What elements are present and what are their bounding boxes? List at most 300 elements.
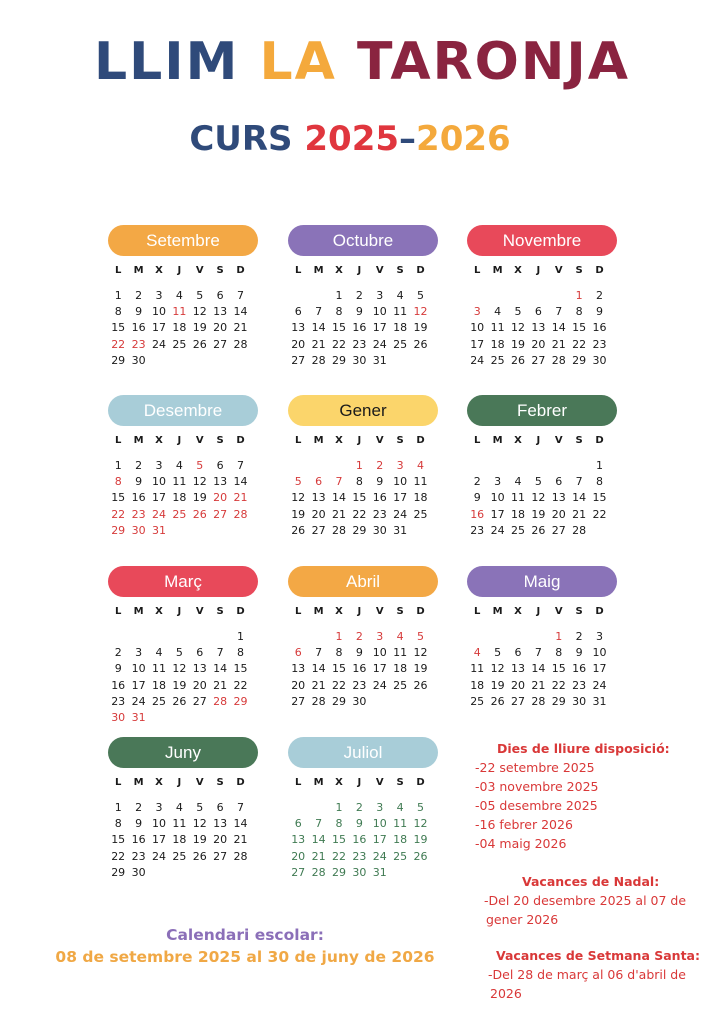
day-number: 6	[216, 459, 224, 472]
day-number: 21	[551, 337, 566, 351]
day-number: 1	[114, 801, 122, 814]
day-number: 11	[393, 817, 408, 831]
day-number: 12	[291, 491, 306, 505]
day-number: 26	[192, 849, 207, 863]
day-number: 12	[192, 817, 207, 831]
free-day-item: -22 setembre 2025	[475, 760, 595, 775]
weekday-label: J	[357, 265, 362, 276]
day-number: 21	[531, 678, 546, 692]
day-grid	[288, 458, 438, 539]
day-number: 22	[331, 678, 346, 692]
day-number: 18	[470, 678, 485, 692]
day-number: 23	[131, 337, 146, 351]
day-number: 29	[551, 694, 566, 708]
weekday-header	[288, 263, 438, 279]
day-number: 1	[237, 630, 245, 643]
empty-day-cell	[288, 458, 308, 474]
month-calendar	[288, 225, 438, 369]
day-number: 25	[510, 523, 525, 537]
day-number: 22	[111, 849, 126, 863]
weekday-label: M	[133, 265, 144, 276]
weekday-label: M	[313, 606, 324, 617]
day-number: 26	[413, 337, 428, 351]
day-number: 31	[372, 353, 387, 367]
weekday-header	[108, 433, 258, 449]
day-number: 22	[331, 337, 346, 351]
day-number: 31	[372, 865, 387, 879]
day-number: 3	[376, 801, 384, 814]
day-number: 15	[551, 662, 566, 676]
day-number: 22	[233, 678, 248, 692]
day-grid	[108, 629, 258, 726]
day-number: 5	[196, 289, 204, 302]
day-number: 29	[111, 523, 126, 537]
day-number: 18	[393, 662, 408, 676]
day-number: 1	[335, 801, 343, 814]
day-number: 1	[596, 459, 604, 472]
weekday-label: X	[514, 435, 522, 446]
day-number: 13	[213, 817, 228, 831]
free-day-item: -16 febrer 2026	[475, 817, 573, 832]
month-label: Octubre	[288, 225, 438, 256]
weekday-label: J	[357, 435, 362, 446]
day-number: 4	[473, 646, 481, 660]
day-number: 28	[213, 694, 228, 708]
empty-day-cell	[329, 458, 349, 474]
day-number: 14	[311, 833, 326, 847]
weekday-label: D	[416, 265, 425, 276]
day-number: 27	[213, 849, 228, 863]
month-label: Maig	[467, 566, 617, 597]
weekday-label: S	[396, 265, 404, 276]
day-grid	[108, 800, 258, 881]
day-number: 18	[172, 321, 187, 335]
day-number: 29	[572, 353, 587, 367]
day-number: 27	[311, 523, 326, 537]
day-number: 25	[490, 353, 505, 367]
day-number: 25	[393, 337, 408, 351]
day-number: 25	[172, 337, 187, 351]
month-calendar	[288, 395, 438, 539]
day-number: 19	[510, 337, 525, 351]
easter-detail	[488, 965, 686, 1003]
day-number: 17	[151, 321, 166, 335]
day-number: 22	[551, 678, 566, 692]
christmas-title-block	[522, 872, 659, 891]
day-number: 27	[291, 865, 306, 879]
day-number: 9	[355, 305, 363, 319]
weekday-label: S	[396, 606, 404, 617]
day-number: 6	[534, 305, 542, 319]
day-number: 25	[172, 507, 187, 521]
day-number: 15	[331, 321, 346, 335]
day-number: 6	[294, 817, 302, 831]
empty-day-cell	[288, 800, 308, 816]
day-grid	[288, 629, 438, 710]
day-number: 12	[531, 491, 546, 505]
day-number: 1	[114, 289, 122, 302]
weekday-label: L	[295, 606, 302, 617]
day-number: 13	[531, 321, 546, 335]
day-number: 8	[555, 646, 563, 660]
day-number: 14	[551, 321, 566, 335]
day-number: 22	[352, 507, 367, 521]
day-number: 7	[237, 289, 245, 302]
day-number: 7	[315, 646, 323, 660]
day-number: 24	[372, 337, 387, 351]
weekday-header	[288, 775, 438, 791]
day-number: 27	[291, 353, 306, 367]
weekday-label: D	[236, 777, 245, 788]
day-number: 12	[413, 817, 428, 831]
day-number: 13	[311, 491, 326, 505]
day-number: 24	[151, 849, 166, 863]
day-number: 18	[172, 491, 187, 505]
day-number: 13	[510, 662, 525, 676]
weekday-label: S	[216, 777, 224, 788]
day-number: 14	[213, 662, 228, 676]
christmas-line: gener 2026	[486, 912, 559, 927]
weekday-label: J	[357, 606, 362, 617]
day-number: 23	[592, 337, 607, 351]
weekday-label: L	[474, 265, 481, 276]
day-number: 8	[237, 646, 245, 660]
easter-title: Vacances de Setmana Santa:	[496, 948, 700, 963]
day-number: 22	[572, 337, 587, 351]
day-number: 20	[531, 337, 546, 351]
day-number: 11	[510, 491, 525, 505]
day-number: 8	[114, 305, 122, 319]
day-number: 26	[192, 507, 207, 521]
empty-day-cell	[128, 629, 148, 645]
day-number: 21	[233, 833, 248, 847]
day-number: 17	[131, 678, 146, 692]
day-number: 19	[291, 507, 306, 521]
weekday-label: M	[133, 435, 144, 446]
day-number: 22	[111, 507, 126, 521]
day-number: 8	[335, 646, 343, 660]
day-number: 29	[331, 865, 346, 879]
day-number: 13	[213, 475, 228, 489]
day-number: 30	[131, 523, 146, 537]
weekday-label: V	[554, 435, 563, 446]
day-number: 1	[335, 630, 343, 643]
day-number: 21	[331, 507, 346, 521]
day-number: 26	[531, 523, 546, 537]
weekday-label: S	[396, 777, 404, 788]
day-number: 18	[151, 678, 166, 692]
day-number: 16	[352, 833, 367, 847]
day-number: 25	[172, 849, 187, 863]
day-number: 8	[114, 817, 122, 831]
day-number: 9	[135, 475, 143, 489]
empty-day-cell	[528, 288, 548, 304]
day-number: 17	[372, 662, 387, 676]
day-number: 23	[131, 849, 146, 863]
weekday-label: L	[115, 435, 122, 446]
weekday-label: J	[536, 435, 541, 446]
day-number: 15	[331, 833, 346, 847]
day-number: 14	[233, 475, 248, 489]
weekday-label: V	[195, 435, 204, 446]
month-label: Desembre	[108, 395, 258, 426]
weekday-header	[467, 433, 617, 449]
day-number: 10	[393, 475, 408, 489]
weekday-label: X	[335, 265, 343, 276]
day-number: 28	[233, 849, 248, 863]
weekday-label: V	[375, 777, 384, 788]
month-label: Juny	[108, 737, 258, 768]
day-number: 17	[372, 833, 387, 847]
weekday-label: X	[335, 606, 343, 617]
day-number: 13	[291, 321, 306, 335]
easter-line: 2026	[490, 986, 522, 1001]
day-number: 12	[413, 305, 428, 319]
empty-day-cell	[549, 288, 569, 304]
day-number: 30	[352, 694, 367, 708]
day-number: 30	[111, 710, 126, 724]
empty-day-cell	[569, 458, 589, 474]
subtitle-part: –	[399, 119, 417, 159]
day-number: 6	[216, 289, 224, 302]
day-number: 16	[131, 321, 146, 335]
empty-day-cell	[308, 800, 328, 816]
weekday-label: J	[177, 265, 182, 276]
day-number: 17	[470, 337, 485, 351]
free-day-item: -05 desembre 2025	[475, 798, 598, 813]
day-number: 5	[196, 459, 204, 472]
day-number: 6	[196, 646, 204, 660]
weekday-label: M	[133, 777, 144, 788]
day-number: 6	[216, 801, 224, 814]
day-number: 11	[172, 817, 187, 831]
day-number: 13	[551, 491, 566, 505]
day-number: 20	[510, 678, 525, 692]
day-number: 7	[237, 801, 245, 814]
empty-day-cell	[487, 288, 507, 304]
day-number: 12	[192, 305, 207, 319]
day-grid	[288, 800, 438, 881]
day-number: 6	[514, 646, 522, 660]
empty-day-cell	[308, 288, 328, 304]
day-number: 10	[151, 475, 166, 489]
day-number: 14	[311, 321, 326, 335]
weekday-label: M	[492, 265, 503, 276]
title-part: TARONJA	[356, 32, 630, 92]
day-number: 24	[131, 694, 146, 708]
day-number: 11	[151, 662, 166, 676]
month-label: Setembre	[108, 225, 258, 256]
day-number: 28	[531, 694, 546, 708]
day-number: 21	[572, 507, 587, 521]
day-number: 6	[555, 475, 563, 489]
day-number: 23	[352, 337, 367, 351]
day-number: 17	[393, 491, 408, 505]
weekday-label: J	[177, 606, 182, 617]
weekday-label: X	[155, 606, 163, 617]
weekday-header	[288, 433, 438, 449]
empty-day-cell	[210, 629, 230, 645]
day-number: 25	[413, 507, 428, 521]
day-number: 26	[413, 678, 428, 692]
day-number: 21	[233, 491, 248, 505]
day-number: 2	[114, 646, 122, 660]
day-number: 9	[114, 662, 122, 676]
weekday-label: D	[416, 435, 425, 446]
day-number: 12	[192, 475, 207, 489]
day-number: 20	[311, 507, 326, 521]
day-number: 5	[417, 801, 425, 814]
day-number: 2	[135, 801, 143, 814]
day-number: 17	[592, 662, 607, 676]
weekday-label: V	[375, 265, 384, 276]
day-number: 3	[155, 459, 163, 472]
weekday-header	[467, 263, 617, 279]
weekday-label: M	[133, 606, 144, 617]
page-title	[0, 30, 724, 94]
free-day-item: -03 novembre 2025	[475, 779, 599, 794]
empty-day-cell	[467, 288, 487, 304]
weekday-label: L	[474, 435, 481, 446]
day-number: 13	[213, 305, 228, 319]
weekday-label: D	[236, 435, 245, 446]
subtitle-part: CURS	[189, 119, 305, 159]
day-number: 20	[551, 507, 566, 521]
day-number: 22	[592, 507, 607, 521]
day-number: 15	[111, 321, 126, 335]
day-number: 1	[355, 459, 363, 472]
free-days-section	[497, 739, 670, 758]
weekday-label: M	[492, 606, 503, 617]
weekday-label: J	[177, 435, 182, 446]
day-number: 10	[470, 321, 485, 335]
day-number: 19	[192, 491, 207, 505]
day-number: 9	[575, 646, 583, 660]
day-number: 28	[551, 353, 566, 367]
weekday-label: J	[536, 265, 541, 276]
empty-day-cell	[487, 629, 507, 645]
day-number: 14	[531, 662, 546, 676]
day-number: 7	[315, 817, 323, 831]
day-number: 15	[233, 662, 248, 676]
day-number: 6	[315, 475, 323, 489]
day-number: 22	[331, 849, 346, 863]
day-number: 3	[376, 289, 384, 302]
day-number: 29	[331, 694, 346, 708]
day-number: 3	[376, 630, 384, 643]
empty-day-cell	[190, 629, 210, 645]
day-number: 4	[175, 801, 183, 814]
weekday-label: X	[155, 777, 163, 788]
day-number: 29	[352, 523, 367, 537]
day-number: 10	[372, 646, 387, 660]
day-number: 2	[355, 289, 363, 302]
day-number: 12	[490, 662, 505, 676]
weekday-label: L	[295, 777, 302, 788]
day-number: 27	[213, 507, 228, 521]
weekday-label: V	[554, 606, 563, 617]
day-number: 9	[473, 491, 481, 505]
day-number: 29	[111, 353, 126, 367]
day-number: 1	[335, 289, 343, 302]
day-number: 15	[331, 662, 346, 676]
month-calendar	[467, 566, 617, 710]
day-number: 18	[510, 507, 525, 521]
empty-day-cell	[508, 458, 528, 474]
day-number: 21	[213, 678, 228, 692]
day-number: 16	[572, 662, 587, 676]
weekday-label: L	[115, 777, 122, 788]
day-number: 31	[151, 523, 166, 537]
day-number: 4	[155, 646, 163, 660]
day-number: 31	[592, 694, 607, 708]
day-number: 7	[575, 475, 583, 489]
day-number: 29	[111, 865, 126, 879]
day-number: 6	[294, 646, 302, 660]
day-number: 30	[572, 694, 587, 708]
day-number: 8	[335, 817, 343, 831]
weekday-label: X	[514, 606, 522, 617]
empty-day-cell	[169, 629, 189, 645]
weekday-label: S	[216, 265, 224, 276]
empty-day-cell	[487, 458, 507, 474]
day-number: 18	[172, 833, 187, 847]
day-number: 15	[572, 321, 587, 335]
weekday-label: D	[416, 606, 425, 617]
day-number: 11	[393, 305, 408, 319]
empty-day-cell	[108, 629, 128, 645]
day-number: 11	[490, 321, 505, 335]
day-number: 8	[355, 475, 363, 489]
weekday-header	[108, 263, 258, 279]
day-number: 9	[376, 475, 384, 489]
weekday-label: D	[595, 606, 604, 617]
weekday-label: D	[595, 435, 604, 446]
month-calendar	[467, 395, 617, 539]
day-number: 26	[172, 694, 187, 708]
free-days-list	[475, 758, 599, 853]
day-number: 23	[111, 694, 126, 708]
month-label: Juliol	[288, 737, 438, 768]
day-number: 18	[393, 321, 408, 335]
weekday-label: X	[335, 777, 343, 788]
day-number: 6	[294, 305, 302, 319]
day-number: 16	[372, 491, 387, 505]
day-number: 10	[151, 817, 166, 831]
weekday-label: S	[396, 435, 404, 446]
day-number: 12	[172, 662, 187, 676]
day-number: 3	[473, 305, 481, 319]
day-number: 1	[575, 289, 583, 302]
day-number: 23	[352, 849, 367, 863]
day-number: 1	[555, 630, 563, 643]
school-calendar-range: 08 de setembre 2025 al 30 de juny de 2026	[55, 948, 435, 966]
day-number: 11	[470, 662, 485, 676]
day-number: 20	[192, 678, 207, 692]
day-number: 24	[393, 507, 408, 521]
day-number: 5	[294, 475, 302, 489]
day-number: 28	[311, 694, 326, 708]
day-number: 15	[592, 491, 607, 505]
day-number: 10	[131, 662, 146, 676]
empty-day-cell	[308, 458, 328, 474]
day-number: 19	[192, 321, 207, 335]
day-number: 31	[393, 523, 408, 537]
day-number: 25	[393, 678, 408, 692]
day-number: 27	[291, 694, 306, 708]
day-number: 16	[111, 678, 126, 692]
day-number: 27	[510, 694, 525, 708]
